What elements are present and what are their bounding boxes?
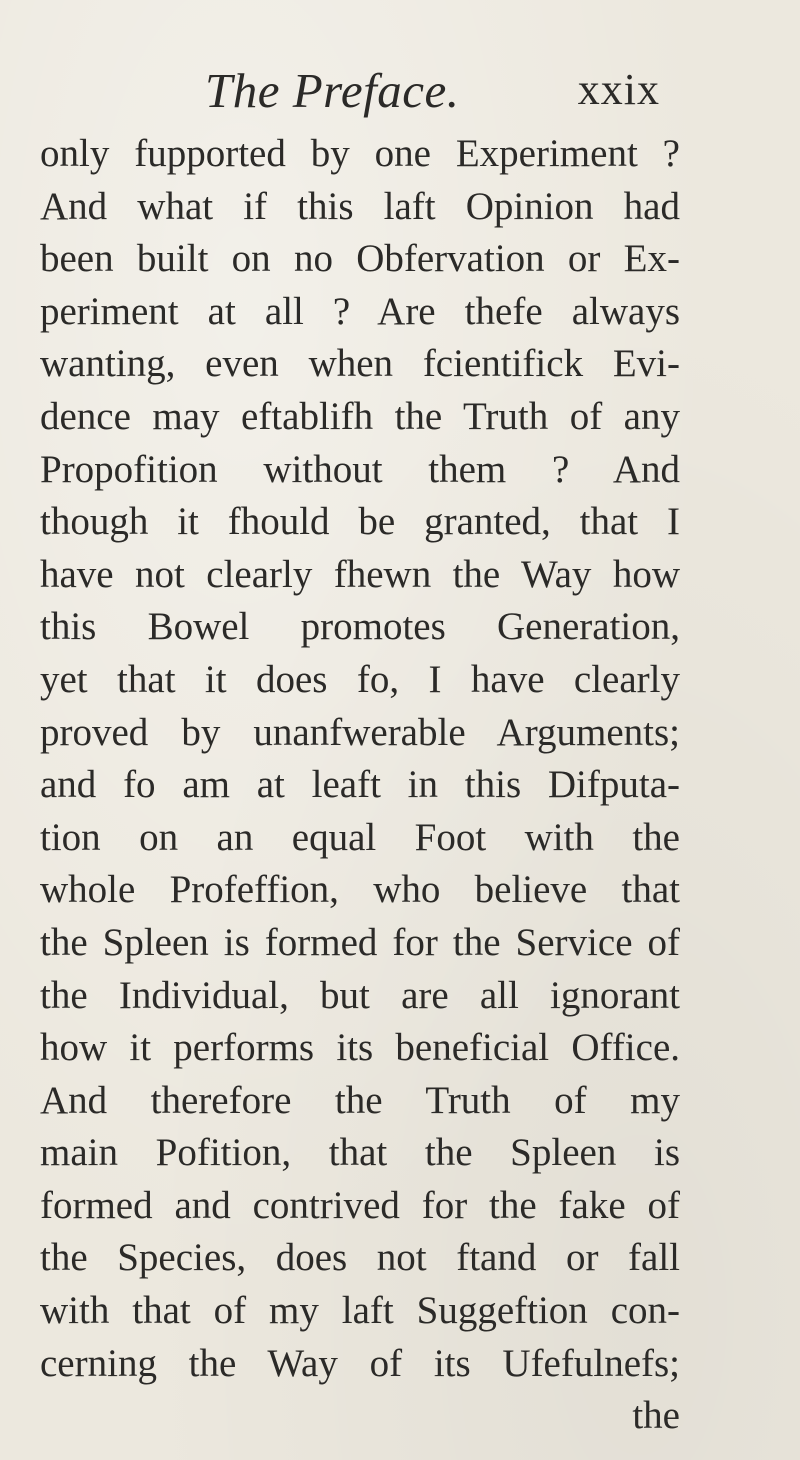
text-line: Propofition without them ? And [40, 447, 680, 491]
text-line: And what if this laft Opinion had [40, 184, 680, 228]
text-line: this Bowel promotes Generation, [40, 605, 680, 649]
running-title: The Preface. [205, 63, 460, 118]
text-line: though it fhould be granted, that I [40, 500, 680, 544]
text-line: tion on an equal Foot with the [40, 815, 680, 859]
text-line: cerning the Way of its Ufefulnefs; [40, 1341, 680, 1385]
text-line: with that of my laft Suggeftion con- [40, 1289, 680, 1333]
text-line: how it performs its beneficial Office. [40, 1026, 680, 1070]
text-line: periment at all ? Are thefe always [40, 289, 680, 333]
running-head [205, 62, 660, 122]
text-line: wanting, even when fcientifick Evi- [40, 342, 680, 386]
text-line: yet that it does fo, I have clearly [40, 657, 680, 701]
text-line: and fo am at leaft in this Difputa- [40, 763, 680, 807]
text-line: the Species, does not ftand or fall [40, 1236, 680, 1280]
catchword: the [632, 1394, 680, 1438]
text-line: have not clearly fhewn the Way how [40, 552, 680, 596]
body-text [40, 128, 680, 1443]
text-line: proved by unanfwerable Arguments; [40, 710, 680, 754]
text-line: whole Profeffion, who believe that [40, 868, 680, 912]
page-number: xxix [577, 65, 660, 114]
text-line: dence may eftablifh the Truth of any [40, 394, 680, 438]
text-line: main Pofition, that the Spleen is [40, 1131, 680, 1175]
text-line: been built on no Obfervation or Ex- [40, 237, 680, 281]
text-line: formed and contrived for the fake of [40, 1183, 680, 1227]
text-line: And therefore the Truth of my [40, 1078, 680, 1122]
text-line: the Individual, but are all ignorant [40, 973, 680, 1017]
text-line: the Spleen is formed for the Service of [40, 920, 680, 964]
text-line: only fupported by one Experiment ? [40, 132, 680, 175]
